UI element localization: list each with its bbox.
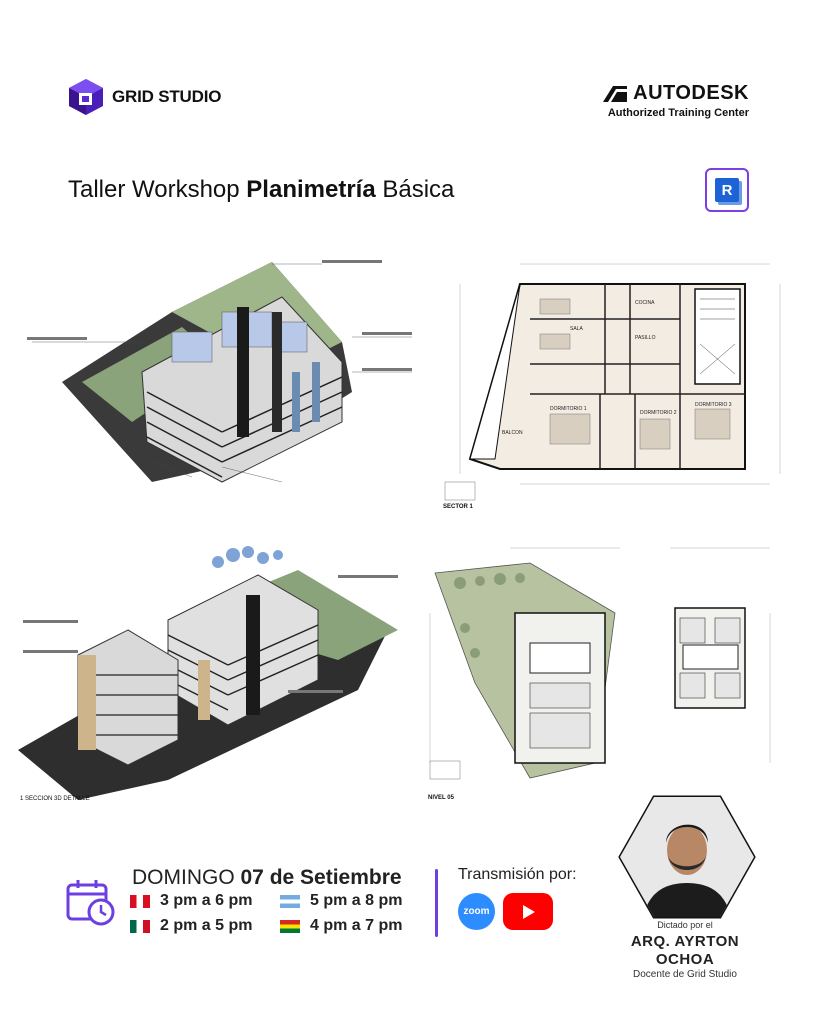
youtube-icon[interactable]	[503, 893, 553, 930]
brand-name: GRID STUDIO	[112, 87, 222, 106]
bolivia-flag-icon	[280, 920, 300, 933]
isometric-section-1	[22, 252, 422, 492]
speaker-name: ARQ. AYRTON OCHOA	[630, 933, 740, 968]
speaker-role: Docente de Grid Studio	[633, 969, 737, 980]
time-mexico: 2 pm a 5 pm	[130, 917, 280, 935]
time-peru: 3 pm a 6 pm	[130, 892, 280, 910]
transmission-label: Transmisión por:	[458, 866, 577, 883]
svg-text:BALCON: BALCON	[502, 430, 523, 436]
svg-text:SALA: SALA	[570, 326, 583, 332]
revit-app-icon: R	[705, 168, 749, 212]
section-label: 1 SECCION 3D DETALLE	[20, 796, 90, 802]
event-times	[130, 892, 420, 935]
play-icon	[519, 903, 537, 921]
zoom-icon[interactable]: zoom	[458, 893, 495, 930]
svg-text:DORMITORIO 3: DORMITORIO 3	[695, 402, 732, 408]
speaker-photo	[618, 795, 756, 919]
svg-text:DORMITORIO 2: DORMITORIO 2	[640, 410, 677, 416]
plan-label-2: NIVEL 05	[428, 795, 454, 801]
grid-studio-logo	[68, 78, 221, 116]
site-plan-nivel-05	[420, 533, 800, 805]
time-argentina: 5 pm a 8 pm	[280, 892, 420, 910]
autodesk-mark-icon	[603, 86, 627, 102]
partner-name: AUTODESK	[633, 82, 749, 104]
grid-studio-cube-icon	[68, 78, 104, 116]
speaker-intro: Dictado por el	[657, 920, 713, 930]
autodesk-logo	[603, 82, 749, 119]
partner-subtitle: Authorized Training Center	[607, 107, 749, 119]
isometric-section-2	[18, 540, 408, 805]
mexico-flag-icon	[130, 920, 150, 933]
event-date: DOMINGO 07 de Setiembre	[132, 866, 402, 889]
floor-plan-sector-1	[440, 244, 800, 514]
title-bold: Planimetría	[246, 176, 376, 203]
peru-flag-icon	[130, 895, 150, 908]
divider	[435, 869, 438, 937]
time-bolivia: 4 pm a 7 pm	[280, 917, 420, 935]
argentina-flag-icon	[280, 895, 300, 908]
event-date-bold: 07 de Setiembre	[240, 866, 402, 889]
calendar-clock-icon	[66, 878, 116, 928]
svg-text:PASILLO: PASILLO	[635, 335, 656, 341]
plan-label-1: SECTOR 1	[443, 504, 473, 510]
svg-text:DORMITORIO 1: DORMITORIO 1	[550, 406, 587, 412]
page-title: Taller Workshop Planimetría Básica	[68, 176, 455, 203]
svg-text:COCINA: COCINA	[635, 300, 655, 306]
